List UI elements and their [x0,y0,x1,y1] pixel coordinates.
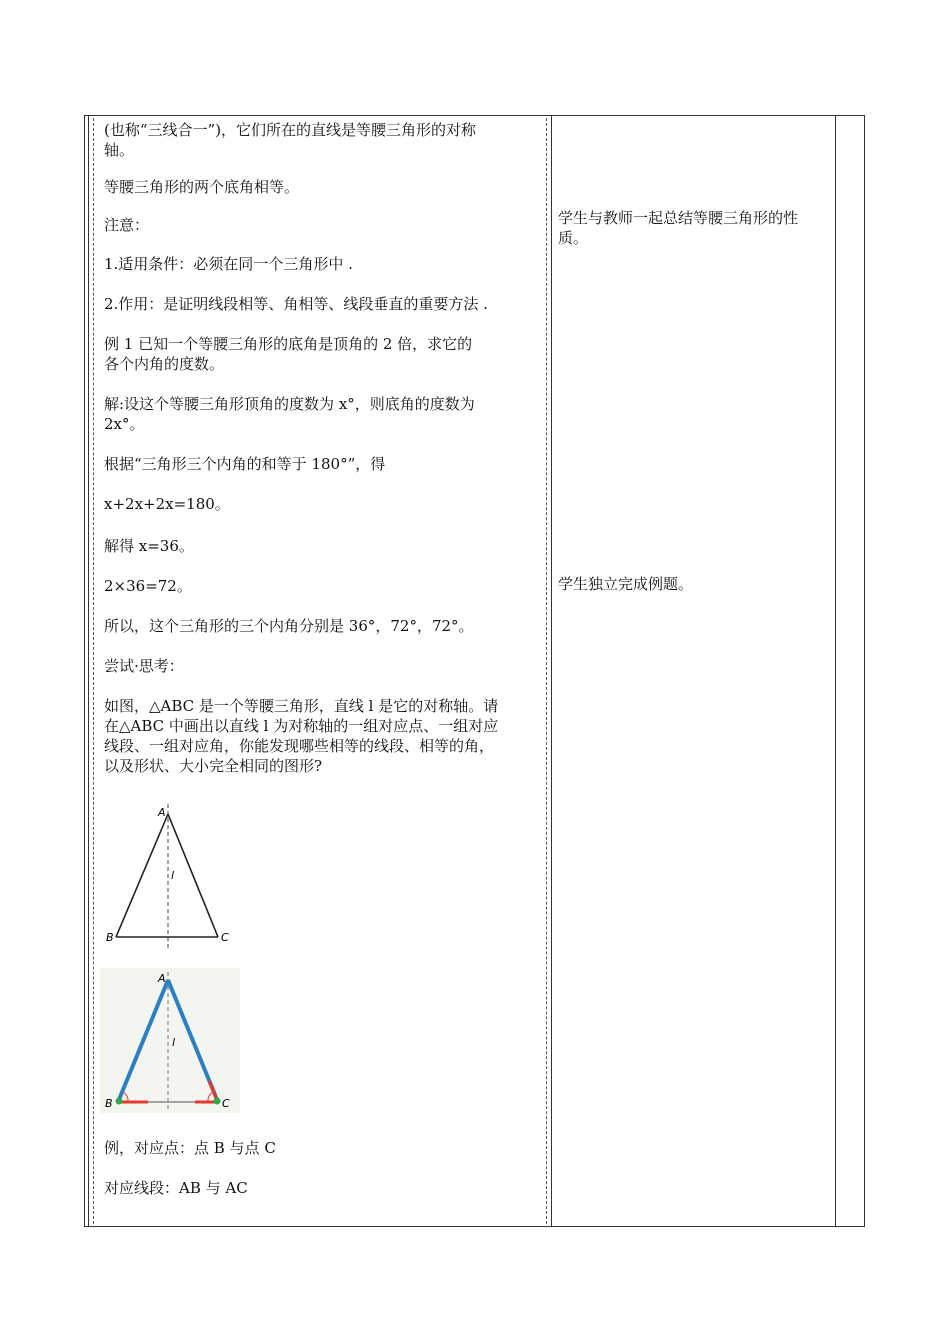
column-divider-right [835,115,836,1227]
triangle-figure [100,800,240,950]
side-note: 质。 [558,229,589,247]
label-b: B [105,1097,113,1110]
point-b [116,1098,123,1105]
label-a: A [158,972,166,985]
solution-line: 解:设这个等腰三角形顶角的度数为 x°，则底角的度数为 [104,395,475,413]
table-inner-border [88,115,89,1227]
text-line: 轴。 [104,141,135,159]
text-line: 例，对应点：点 B 与点 C [104,1139,276,1157]
text-line: 根据“三角形三个内角的和等于 180°”，得 [104,455,386,473]
text-line: 等腰三角形的两个底角相等。 [104,178,300,196]
text-line: 在△ABC 中画出以直线 l 为对称轴的一组对应点、一组对应 [104,717,499,735]
side-ab [116,814,168,937]
side-ac [168,814,218,937]
label-c: C [221,931,229,944]
side-note: 学生与教师一起总结等腰三角形的性 [558,209,799,227]
label-l: l [172,1036,176,1049]
label-l: l [171,869,175,882]
colored-triangle-figure [100,968,240,1113]
text-line: 各个内角的度数。 [104,355,225,373]
column-divider [551,115,552,1227]
text-line: 1.适用条件：必须在同一个三角形中 . [104,255,353,273]
label-a: A [158,806,166,819]
solution-line: 2x°。 [104,415,145,433]
text-line: 以及形状、大小完全相同的图形? [104,757,323,775]
conclusion: 所以，这个三角形的三个内角分别是 36°，72°，72°。 [104,617,474,635]
text-line: 线段、一组对应角，你能发现哪些相等的线段、相等的角， [104,737,495,755]
equation: x+2x+2x=180。 [104,495,230,513]
point-c [214,1098,221,1105]
section-title: 尝试·思考： [104,657,184,675]
text-line: 2.作用：是证明线段相等、角相等、线段垂直的重要方法 . [104,295,488,313]
side-note: 学生独立完成例题。 [558,575,694,593]
text-line: 注意： [104,216,150,234]
example-heading: 例 1 已知一个等腰三角形的底角是顶角的 2 倍，求它的 [104,335,473,353]
text-line: 对应线段：AB 与 AC [104,1179,248,1197]
equation: 2×36=72。 [104,577,192,595]
text-line: (也称“三线合一”)，它们所在的直线是等腰三角形的对称 [104,121,477,139]
label-c: C [222,1097,230,1110]
label-b: B [106,931,114,944]
equation: 解得 x=36。 [104,537,194,555]
text-line: 如图，△ABC 是一个等腰三角形，直线 l 是它的对称轴。请 [104,697,499,715]
